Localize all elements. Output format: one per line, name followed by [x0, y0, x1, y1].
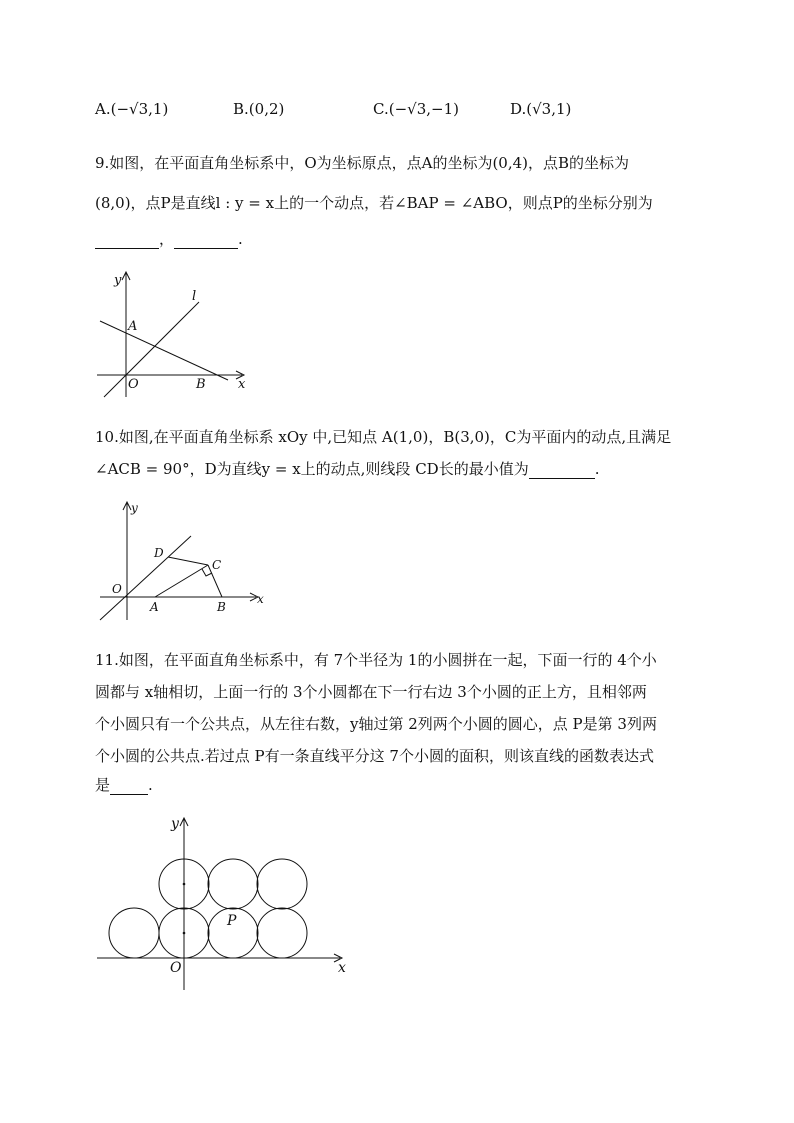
q11-center-dot-top	[183, 883, 186, 886]
q11-label-p: P	[227, 913, 237, 929]
q11-line2: 圆都与 x轴相切，上面一行的 3个小圆都在下一行右边 3个小圆的正上方，且相邻两	[95, 683, 647, 701]
option-b-value: (0,2)	[248, 100, 285, 118]
q10-label-y: y	[131, 501, 138, 515]
q10-label-a: A	[150, 600, 159, 614]
q10-label-x: x	[257, 592, 264, 606]
q9-label-a: A	[128, 319, 138, 334]
q9-label-b: B	[196, 377, 206, 392]
q11-label-o: O	[170, 960, 182, 976]
q9-label-l: l	[192, 289, 197, 304]
q11-label-y: y	[171, 816, 179, 832]
q11-line5-text: 是	[95, 776, 111, 794]
q9-end: .	[238, 230, 243, 248]
q9-label-o: O	[128, 377, 139, 392]
q10-label-o: O	[112, 582, 122, 596]
option-b-label: B.	[233, 100, 249, 118]
option-a-label: A.	[95, 100, 111, 118]
option-d-label: D.	[510, 100, 527, 118]
option-c-label: C.	[373, 100, 389, 118]
circle-top-2	[208, 859, 258, 909]
option-a-value: (−√3,1)	[110, 100, 169, 118]
q11-line4: 个小圆的公共点.若过点 P有一条直线平分这 7个小圆的面积，则该直线的函数表达式	[95, 747, 654, 765]
q10-label-b: B	[217, 600, 226, 614]
q10-end: .	[594, 460, 600, 478]
q10-label-c: C	[212, 558, 222, 572]
option-c-value: (−√3,−1)	[388, 100, 459, 118]
q11-label-x: x	[338, 960, 346, 976]
q9-line2: (8,0)，点P是直线l : y = x上的一个动点，若∠BAP = ∠ABO，则点P的坐标分别为	[95, 194, 653, 212]
q9-label-x: x	[238, 377, 246, 392]
option-d-value: (√3,1)	[526, 100, 572, 118]
q10-line2-text: ∠ACB = 90°，D为直线y = x上的动点,则线段 CD长的最小值为	[95, 460, 529, 478]
circle-top-3	[257, 859, 307, 909]
q10-label-d: D	[154, 546, 164, 560]
q11-line1: 11.如图，在平面直角坐标系中，有 7个半径为 1的小圆拼在一起，下面一行的 4个小	[95, 651, 657, 669]
q10-line1: 10.如图,在平面直角坐标系 xOy 中,已知点 A(1,0)，B(3,0)，C为平面内的动点,且满足	[95, 428, 672, 446]
q11-line3: 个小圆只有一个公共点，从左往右数，y轴过第 2列两个小圆的圆心，点 P是第 3列两	[95, 715, 657, 733]
circle-bottom-1	[109, 908, 159, 958]
q9-separator: ，	[159, 230, 175, 248]
q11-center-dot-bottom	[183, 932, 186, 935]
q11-end: .	[148, 776, 153, 794]
circle-bottom-4	[257, 908, 307, 958]
q9-label-y: y	[114, 273, 122, 288]
q9-line1: 9.如图，在平面直角坐标系中，O为坐标原点，点A的坐标为(0,4)，点B的坐标为	[95, 154, 630, 172]
